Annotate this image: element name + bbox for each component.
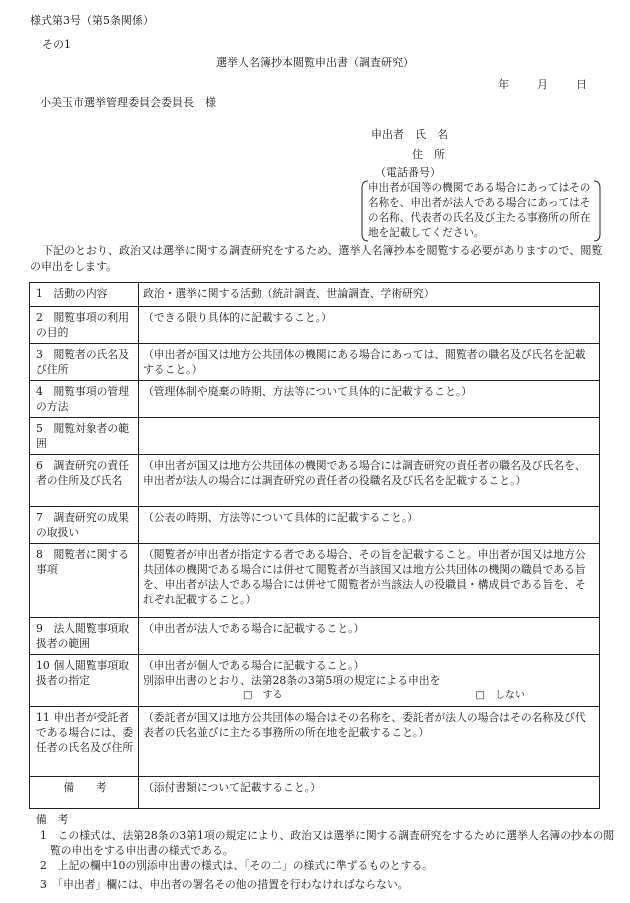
row-value[interactable]: （申出者が国又は地方公共団体の機関である場合には調査研究の責任者の職名及び氏名を、申出者が法人の場合には調査研究の責任者の役職名及び氏名を記載すること。） [139,455,600,507]
table-row [30,283,600,307]
table-row [30,381,600,418]
row-label: 6 調査研究の責任者の住所及び氏名 [30,455,139,507]
table-row [30,618,600,655]
row-label: 7 調査研究の成果の取扱い [30,507,139,544]
table-row [30,707,600,777]
page-title: 選挙人名簿抄本閲覧申出書（調査研究） [216,56,414,69]
row-label: 備 考 [30,777,139,809]
date-day-label: 日 [576,78,587,91]
row-value-note: （申出者が個人である場合に記載すること。） [143,659,365,672]
row-label: 11 申出者が受託者である場合には、委任者の氏名及び住所 [30,707,139,777]
designate-no-checkbox[interactable]: □ しない [475,690,525,701]
table-row [30,455,600,507]
table-row [30,777,600,809]
table-row [30,418,600,455]
remarks-item: 1 この様式は、法第28条の3第1項の規定により、政治又は選挙に関する調査研究をするために選挙人名簿の抄本の閲覧の申出をする申出書の様式である。 [40,829,615,857]
applicant-note-box [360,180,602,240]
designation-options [143,688,595,703]
sub-number: その1 [42,38,71,51]
designate-yes-checkbox[interactable]: □ する [243,690,283,701]
remarks-item: 3 「申出者」欄には、申出者の署名その他の措置を行わなければならない。 [40,878,409,891]
date-month-label: 月 [537,78,548,91]
row-label: 3 閲覧者の氏名及び住所 [30,344,139,381]
row-value[interactable]: （管理体制や廃棄の時期、方法等について具体的に記載すること。） [139,381,600,418]
row-value[interactable]: （申出者が法人である場合に記載すること。） [139,618,600,655]
remarks-section [30,812,620,892]
row-value-text: 別添申出書のとおり、法第28条の3第5項の規定による申出を [143,674,441,687]
applicant-address-label: 住 所 [412,148,445,161]
row-value[interactable]: （公表の時期、方法等について具体的に記載すること。） [139,507,600,544]
row-label: 8 閲覧者に関する事項 [30,544,139,618]
row-label: 5 閲覧対象者の範囲 [30,418,139,455]
date-year-label: 年 [498,78,509,91]
row-label: 10 個人閲覧事項取扱者の指定 [30,655,139,707]
row-value[interactable]: （申出者が国又は地方公共団体の機関にある場合にあっては、閲覧者の職名及び氏名を記載すること。） [139,344,600,381]
row-label: 4 閲覧事項の管理の方法 [30,381,139,418]
row-value[interactable] [139,418,600,455]
applicant-note-text: 申出者が国等の機関である場合にあってはその名称を、申出者が法人である場合にあってはその名称、代表者の氏名及び主たる事務所の所在地を記載してください。 [368,182,591,239]
row-value [139,655,600,707]
remarks-item: 2 上記の欄中10の別添申出書の様式は、「その二」の様式に準ずるものとする。 [40,859,434,872]
applicant-name-label: 申出者 氏 名 [371,128,448,141]
table-row [30,307,600,344]
applicant-phone-label: （電話番号） [375,166,441,179]
form-number: 様式第3号（第5条関係） [30,14,154,27]
addressee: 小美玉市選挙管理委員会委員長 様 [40,96,216,109]
row-value[interactable]: （閲覧者が申出者が指定する者である場合、その旨を記載すること。申出者が国又は地方公共団体の機関である場合には併せて閲覧者が当該国又は地方公共団体の機関の職員である旨を、申出者が法人である場合には併せて閲覧者が当該法人の役職員・構成員である旨を、それぞれ記載すること。） [139,544,600,618]
row-value[interactable]: （添付書類について記載すること。） [139,777,600,809]
row-value[interactable]: （できる限り具体的に記載すること。） [139,307,600,344]
table-row [30,344,600,381]
intro-text: 下記のとおり、政治又は選挙に関する調査研究をするため、選挙人名簿抄本を閲覧する必要がありますので、閲覧の申出をします。 [30,244,603,273]
row-label: 2 閲覧事項の利用の目的 [30,307,139,344]
remarks-heading: 備 考 [36,813,69,826]
row-value[interactable]: 政治・選挙に関する活動（統計調査、世論調査、学術研究） [139,283,600,307]
row-value[interactable]: （委託者が国又は地方公共団体の場合はその名称を、委託者が法人の場合はその名称及び代表者の氏名並びに主たる事務所の所在地を記載すること。） [139,707,600,777]
table-row [30,655,600,707]
application-table [29,282,600,809]
date-line [498,78,587,93]
row-label: 1 活動の内容 [30,283,139,307]
table-row [30,507,600,544]
row-label: 9 法人閲覧事項取扱者の範囲 [30,618,139,655]
table-row [30,544,600,618]
intro-paragraph [30,243,610,275]
